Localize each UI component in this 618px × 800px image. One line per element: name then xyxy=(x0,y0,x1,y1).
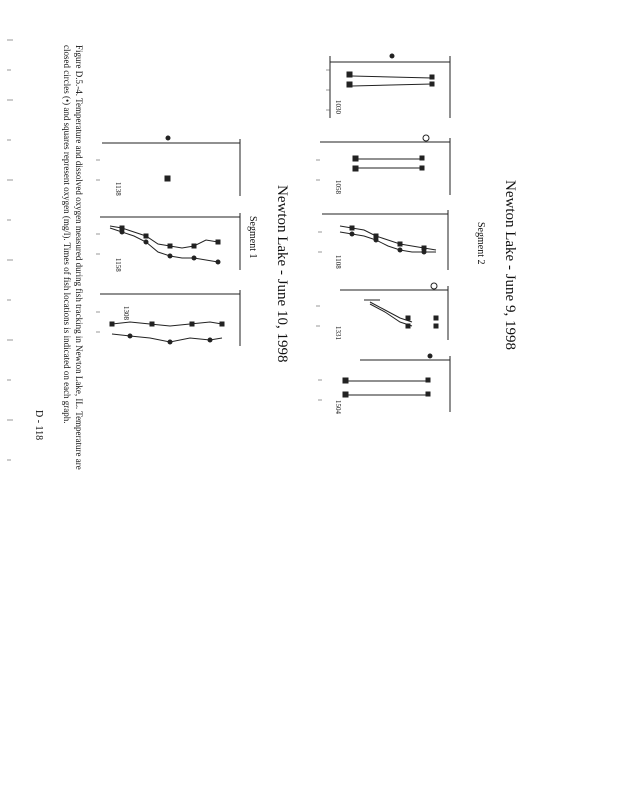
figure-title-june-10: Newton Lake - June 10, 1998 xyxy=(274,185,290,363)
panel-label-1138: 1138 xyxy=(114,182,122,196)
panel-label-1308: 1308 xyxy=(122,306,130,320)
figure-caption-line-1: Figure D.5.-4. Temperature and dissolved oxygen measured during fish tracking in Newton Lake, IL. Temperature are xyxy=(74,45,84,470)
panel-1308 xyxy=(100,290,240,346)
panel-label-1058: 1058 xyxy=(334,180,342,194)
panel-1504 xyxy=(343,354,450,412)
panel-label-1331: 1331 xyxy=(334,326,342,340)
figure-caption-line-2: closed circles (•) and squares represent oxygen (mg/l). Times of fish locations is indicated on each graph. xyxy=(62,45,72,424)
page-number: D - 118 xyxy=(33,410,44,441)
panel-1030 xyxy=(330,54,450,118)
panel-label-1108: 1108 xyxy=(334,255,342,269)
panel-label-1158: 1158 xyxy=(114,258,122,272)
figure-title-june-9: Newton Lake - June 9, 1998 xyxy=(502,180,518,350)
panel-label-1030: 1030 xyxy=(334,100,342,114)
panel-1138 xyxy=(102,136,240,196)
panel-label-1504: 1504 xyxy=(334,400,342,414)
segment-2-label: Segment 2 xyxy=(475,222,486,265)
panel-1331 xyxy=(340,283,448,340)
segment-1-label: Segment 1 xyxy=(247,216,258,259)
